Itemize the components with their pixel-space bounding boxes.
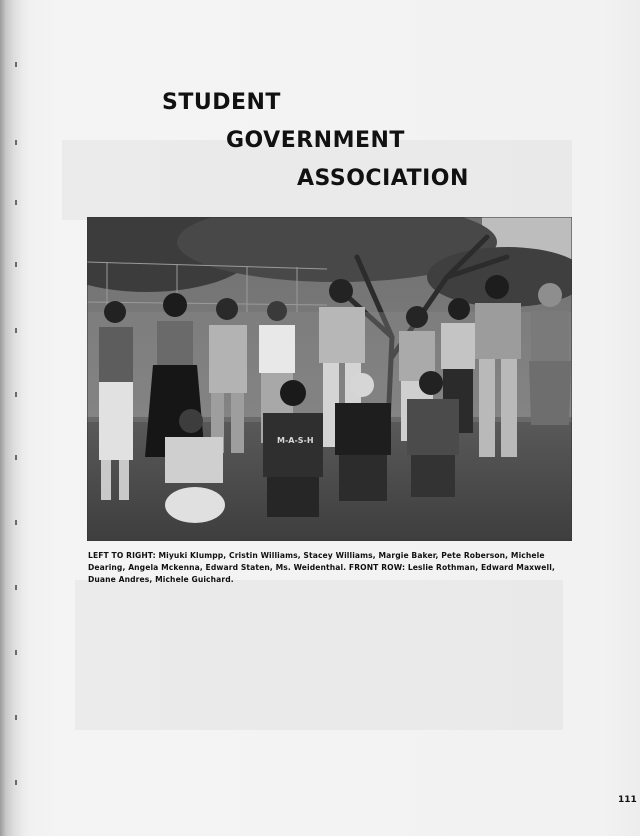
binding-stitch [15,455,17,460]
show-through-shadow [75,580,563,730]
binding-stitch [15,715,17,720]
binding-stitch [15,200,17,205]
photo-caption: LEFT TO RIGHT: Miyuki Klumpp, Cristin Williams, Stacey Williams, Margie Baker, Pete Roberson, Michele Dearing, Angela Mckenna, Edward Staten, Ms. Weidenthal. FRONT ROW: Leslie Rothman, Edward Maxwell, Duane Andres, Michele Guichard. [88,551,555,584]
binding-stitch [15,585,17,590]
title-line-2: GOVERNMENT [226,128,405,153]
title-line-3: ASSOCIATION [297,166,469,191]
binding-stitch [15,262,17,267]
binding-stitch [15,328,17,333]
group-photo [87,217,572,541]
binding-stitch [15,780,17,785]
binding-stitch [15,392,17,397]
title-line-1: STUDENT [162,90,281,115]
page-binding [0,0,22,836]
shirt-print: M-A-S-H [277,436,314,445]
binding-stitch [15,62,17,67]
binding-stitch [15,650,17,655]
binding-stitch [15,140,17,145]
page-number: 111 [618,795,637,805]
binding-stitch [15,520,17,525]
group-photo-illustration [87,217,572,541]
